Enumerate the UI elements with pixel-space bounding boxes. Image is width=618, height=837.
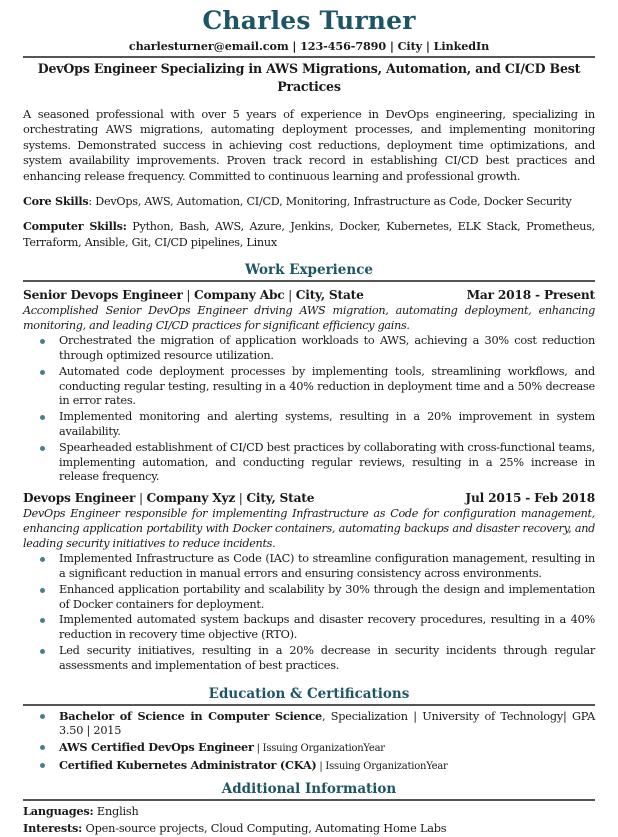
contact-separator: | — [386, 39, 398, 53]
contact-city: City — [397, 39, 423, 53]
languages-value: English — [93, 804, 139, 818]
bullet-icon — [40, 714, 45, 719]
computer-skills — [23, 219, 595, 250]
languages-label: Languages: — [23, 803, 94, 818]
list-item: Automated code deployment processes by implementing tools, streamlining workflows, and conducting regular testing, resulting in a 40% reduction in deployment time and a 50% decrease in error rates. — [59, 365, 595, 409]
contact-linkedin[interactable]: LinkedIn — [433, 39, 490, 53]
section-title-additional-information: Additional Information — [221, 780, 397, 797]
job-title-line: Devops Engineer | Company Xyz | City, State — [23, 491, 315, 506]
section-divider — [23, 704, 595, 706]
job-entry — [23, 287, 595, 485]
core-skills-value: : DevOps, AWS, Automation, CI/CD, Monitoring, Infrastructure as Code, Docker Security — [88, 195, 572, 209]
education-list — [23, 709, 595, 775]
bullet-icon — [40, 588, 45, 593]
list-item: Implemented monitoring and alerting systems, resulting in a 20% improvement in system availability. — [59, 410, 595, 440]
bullet-icon — [40, 649, 45, 654]
section-divider — [23, 280, 595, 282]
professional-headline: DevOps Engineer Specializing in AWS Migrations, Automation, and CI/CD Best Practices — [37, 61, 581, 94]
contact-line — [23, 38, 595, 54]
contact-separator: | — [422, 39, 434, 53]
computer-skills-value: Python, Bash, AWS, Azure, Jenkins, Docker, Kubernetes, ELK Stack, Prometheus, Terraform, Ansible, Git, CI/CD pipelines, Linux — [23, 220, 595, 249]
interests-label: Interests: — [23, 820, 83, 835]
candidate-name: Charles Turner — [202, 6, 416, 35]
bullet-icon — [40, 446, 45, 451]
job-company: Company Xyz — [146, 491, 236, 506]
computer-skills-label: Computer Skills: — [23, 219, 127, 234]
list-item: Certified Kubernetes Administrator (CKA) | Issuing OrganizationYear — [59, 758, 595, 775]
languages-line — [23, 803, 595, 820]
bullet-icon — [40, 415, 45, 420]
job-role: Senior Devops Engineer — [23, 288, 183, 303]
list-item: Spearheaded establishment of CI/CD best practices by collaborating with cross-functional teams, implementing automation, and conducting regular reviews, resulting in a 25% increase in release frequency. — [59, 441, 595, 485]
bullet-icon — [40, 745, 45, 750]
bullet-icon — [40, 557, 45, 562]
bullet-icon — [40, 339, 45, 344]
job-location: City, State — [295, 288, 364, 303]
list-item: Enhanced application portability and scalability by 30% through the design and implementation of Docker containers for deployment. — [59, 583, 595, 613]
job-dates: Jul 2015 - Feb 2018 — [465, 491, 595, 506]
section-title-work-experience: Work Experience — [244, 262, 374, 279]
job-entry — [23, 490, 595, 673]
list-item: Led security initiatives, resulting in a 20% decrease in security incidents through regular assessments and implementation of best practices. — [59, 644, 595, 674]
job-header — [23, 287, 595, 303]
job-company: Company Abc — [193, 288, 285, 303]
contact-email[interactable]: charlesturner@email.com — [128, 39, 289, 53]
list-item: Implemented Infrastructure as Code (IAC) to streamline configuration management, resulting in a significant reduction in manual errors and ensuring consistency across environments. — [59, 552, 595, 582]
list-item: Orchestrated the migration of application workloads to AWS, achieving a 30% cost reduction through optimized resource utilization. — [59, 334, 595, 364]
job-bullets — [23, 552, 595, 673]
interests-value: Open-source projects, Cloud Computing, Automating Home Labs — [82, 821, 447, 835]
core-skills-label: Core Skills — [23, 194, 89, 209]
header-divider — [23, 56, 595, 58]
bullet-icon — [40, 763, 45, 768]
core-skills — [23, 194, 595, 209]
job-location: City, State — [246, 491, 315, 506]
list-item: Bachelor of Science in Computer Science, Specialization | University of Technology| GPA 3.50 | 2015 — [59, 709, 595, 740]
list-item: AWS Certified DevOps Engineer | Issuing OrganizationYear — [59, 740, 595, 757]
interests-line — [23, 820, 595, 837]
job-dates: Mar 2018 - Present — [466, 288, 595, 303]
job-title-line: Senior Devops Engineer | Company Abc | City, State — [23, 288, 364, 303]
contact-phone: 123-456-7890 — [300, 39, 387, 53]
job-description: DevOps Engineer responsible for implementing Infrastructure as Code for configuration management, enhancing application portability with Docker containers, automating backups and disaster recovery, and leading security initiatives to reduce incidents. — [23, 507, 595, 551]
section-title-education: Education & Certifications — [208, 685, 410, 702]
job-description: Accomplished Senior DevOps Engineer driving AWS migration, automating deployment, enhancing monitoring, and leading CI/CD practices for significant efficiency gains. — [23, 304, 595, 333]
list-item: Implemented automated system backups and disaster recovery procedures, resulting in a 40% reduction in recovery time objective (RTO). — [59, 613, 595, 643]
summary-paragraph: A seasoned professional with over 5 years of experience in DevOps engineering, specializing in orchestrating AWS migrations, automating deployment processes, and implementing monitoring systems. Demonstrated success in achieving cost reductions, deployment time optimizations, and system availability improvements. Proven track record in establishing CI/CD best practices and enhancing release frequency. Committed to continuous learning and professional growth. — [23, 107, 595, 183]
bullet-icon — [40, 618, 45, 623]
job-role: Devops Engineer — [23, 491, 136, 506]
job-header — [23, 490, 595, 506]
contact-separator: | — [288, 39, 301, 53]
bullet-icon — [40, 370, 45, 375]
job-bullets — [23, 334, 595, 485]
